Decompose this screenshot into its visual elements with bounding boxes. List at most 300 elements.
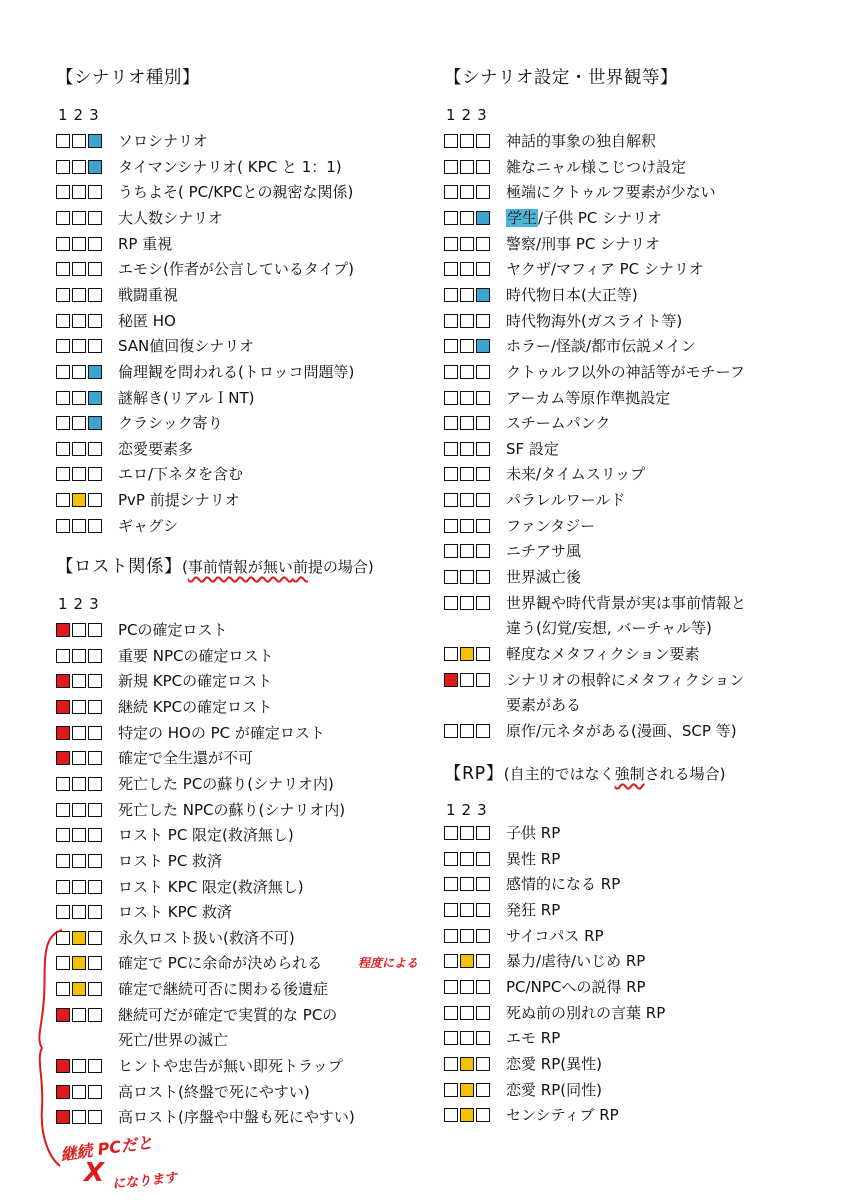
rating-box-3[interactable] <box>476 365 490 379</box>
item-label: 時代物日本(大正等) <box>506 285 638 304</box>
rating-box-1[interactable] <box>56 442 70 456</box>
rating-box-3[interactable] <box>88 803 102 817</box>
rating-box-2[interactable] <box>460 493 474 507</box>
item-label: 極端にクトゥルフ要素が少ない <box>506 183 716 202</box>
rating-box-1[interactable] <box>444 493 458 507</box>
rating-box-1[interactable] <box>56 803 70 817</box>
rating-box-2[interactable] <box>72 905 86 919</box>
rating-box-2[interactable] <box>72 751 86 765</box>
rating-box-2[interactable] <box>72 803 86 817</box>
rating-box-2[interactable] <box>460 929 474 943</box>
rating-box-1[interactable] <box>56 880 70 894</box>
rating-box-1[interactable] <box>56 493 70 507</box>
rating-box-3[interactable] <box>476 877 490 891</box>
rating-box-1[interactable] <box>56 519 70 533</box>
rating-box-2[interactable] <box>72 134 86 148</box>
rating-box-2[interactable] <box>460 673 474 687</box>
item-label: ロスト PC 救済 <box>118 851 223 870</box>
rating-box-2[interactable] <box>72 777 86 791</box>
item-label: PCの確定ロスト <box>118 621 228 639</box>
rating-box-2[interactable] <box>72 726 86 740</box>
rating-box-1[interactable] <box>444 160 458 174</box>
rating-box-1[interactable] <box>56 905 70 919</box>
rating-box-3[interactable] <box>476 1108 490 1122</box>
rating-box-3[interactable] <box>476 1083 490 1097</box>
rating-boxes <box>444 314 490 328</box>
rp-note-post: される場合) <box>644 765 726 783</box>
item-label: ファンタジー <box>506 516 596 535</box>
rating-boxes <box>56 493 102 507</box>
rating-box-1[interactable] <box>444 1083 458 1097</box>
rating-box-3[interactable] <box>88 880 102 894</box>
item-label: 感情的になる RP <box>506 875 621 894</box>
rating-boxes <box>56 467 102 481</box>
item-label-continued: 違う(幻覚/妄想, バーチャル等) <box>506 619 712 638</box>
rating-box-3[interactable] <box>88 493 102 507</box>
rating-box-2[interactable] <box>460 596 474 610</box>
item-label: ギャグシ <box>118 516 179 535</box>
rating-box-3[interactable] <box>476 211 490 225</box>
rating-box-1[interactable] <box>444 1108 458 1122</box>
rating-box-2[interactable] <box>460 903 474 917</box>
rating-box-3[interactable] <box>476 544 490 558</box>
rating-box-3[interactable] <box>88 519 102 533</box>
rating-box-2[interactable] <box>72 339 86 353</box>
rating-boxes <box>56 803 102 817</box>
rating-box-2[interactable] <box>72 391 86 405</box>
rating-box-3[interactable] <box>88 314 102 328</box>
rating-box-2[interactable] <box>72 211 86 225</box>
rating-box-3[interactable] <box>476 596 490 610</box>
rating-box-3[interactable] <box>88 442 102 456</box>
rating-box-3[interactable] <box>476 185 490 199</box>
rating-box-3[interactable] <box>88 751 102 765</box>
item-label: クトゥルフ以外の神話等がモチーフ <box>506 362 745 381</box>
rating-box-1[interactable] <box>444 929 458 943</box>
item-label: 世界滅亡後 <box>506 568 582 587</box>
item-label: パラレルワールド <box>506 491 626 510</box>
rating-box-3[interactable] <box>476 903 490 917</box>
rating-box-3[interactable] <box>88 1110 102 1124</box>
rating-box-1[interactable] <box>444 416 458 430</box>
rating-box-1[interactable] <box>56 160 70 174</box>
item-label: ニチアサ風 <box>506 542 582 561</box>
item-label: シナリオの根幹にメタフィクション <box>506 670 745 689</box>
hand-note-degree: 程度による <box>358 956 419 970</box>
rating-box-1[interactable] <box>444 467 458 481</box>
rating-box-2[interactable] <box>460 365 474 379</box>
rating-box-3[interactable] <box>476 929 490 943</box>
rating-boxes <box>444 877 490 891</box>
item-label: 世界観や時代背景が実は事前情報と <box>506 593 747 612</box>
rating-box-3[interactable] <box>88 700 102 714</box>
rating-box-3[interactable] <box>88 726 102 740</box>
rating-box-3[interactable] <box>88 211 102 225</box>
rating-boxes <box>444 954 490 968</box>
rating-box-3[interactable] <box>88 854 102 868</box>
rating-box-2[interactable] <box>72 467 86 481</box>
item-label: 確定で PCに余命が決められる <box>118 954 323 973</box>
rating-box-2[interactable] <box>460 544 474 558</box>
rating-box-2[interactable] <box>460 1006 474 1020</box>
rating-box-2[interactable] <box>72 956 86 970</box>
rating-box-1[interactable] <box>56 365 70 379</box>
rating-boxes <box>444 160 490 174</box>
rating-boxes <box>444 493 490 507</box>
rating-box-1[interactable] <box>444 237 458 251</box>
rating-box-1[interactable] <box>56 726 70 740</box>
rating-box-3[interactable] <box>476 1006 490 1020</box>
rating-box-2[interactable] <box>460 391 474 405</box>
rating-box-2[interactable] <box>460 1031 474 1045</box>
rating-box-2[interactable] <box>72 442 86 456</box>
rating-box-1[interactable] <box>444 1006 458 1020</box>
rating-boxes <box>56 416 102 430</box>
rating-box-2[interactable] <box>72 880 86 894</box>
rating-boxes <box>444 391 490 405</box>
rating-box-1[interactable] <box>56 649 70 663</box>
rating-box-3[interactable] <box>476 262 490 276</box>
rating-box-2[interactable] <box>72 262 86 276</box>
rating-boxes <box>56 777 102 791</box>
rating-box-3[interactable] <box>476 826 490 840</box>
rating-box-3[interactable] <box>88 237 102 251</box>
rating-box-1[interactable] <box>444 980 458 994</box>
rating-box-3[interactable] <box>476 954 490 968</box>
rating-box-1[interactable] <box>444 288 458 302</box>
rating-box-3[interactable] <box>476 416 490 430</box>
section-heading-scenario-type: 【シナリオ種別】 <box>56 68 200 88</box>
rating-box-1[interactable] <box>444 1057 458 1071</box>
rating-box-2[interactable] <box>72 982 86 996</box>
rating-boxes <box>444 647 490 661</box>
rating-box-3[interactable] <box>88 134 102 148</box>
rating-box-3[interactable] <box>476 134 490 148</box>
rating-box-3[interactable] <box>88 623 102 637</box>
rating-box-3[interactable] <box>476 237 490 251</box>
section-heading-rp-title: 【RP】 <box>444 764 504 784</box>
rating-box-1[interactable] <box>56 237 70 251</box>
rating-box-1[interactable] <box>444 596 458 610</box>
rating-box-3[interactable] <box>476 1057 490 1071</box>
rating-boxes <box>444 262 490 276</box>
item-label: 秘匿 HO <box>118 311 176 330</box>
rating-box-3[interactable] <box>476 314 490 328</box>
rating-box-3[interactable] <box>88 467 102 481</box>
item-label: ヤクザ/マフィア PC シナリオ <box>506 260 704 279</box>
rating-box-1[interactable] <box>56 416 70 430</box>
rating-box-2[interactable] <box>460 416 474 430</box>
rating-box-2[interactable] <box>460 877 474 891</box>
rating-boxes <box>444 826 490 840</box>
rating-box-1[interactable] <box>444 724 458 738</box>
item-label: ロスト PC 限定(救済無し) <box>118 826 294 845</box>
rating-box-3[interactable] <box>476 647 490 661</box>
rating-box-3[interactable] <box>476 288 490 302</box>
rating-boxes <box>444 570 490 584</box>
rating-boxes <box>444 442 490 456</box>
rating-box-2[interactable] <box>460 519 474 533</box>
rating-box-3[interactable] <box>88 956 102 970</box>
rating-box-3[interactable] <box>88 777 102 791</box>
item-label: 継続 KPCの確定ロスト <box>118 697 273 716</box>
rating-box-3[interactable] <box>88 674 102 688</box>
item-label: 異性 RP <box>506 849 561 868</box>
rating-box-2[interactable] <box>72 854 86 868</box>
rating-box-1[interactable] <box>56 211 70 225</box>
rating-box-2[interactable] <box>72 1059 86 1073</box>
rating-boxes <box>56 519 102 533</box>
item-label-continued: 死亡/世界の滅亡 <box>118 1031 229 1050</box>
rating-box-2[interactable] <box>72 365 86 379</box>
rating-box-2[interactable] <box>72 700 86 714</box>
rating-box-3[interactable] <box>476 852 490 866</box>
item-label: 死亡した PCの蘇り(シナリオ内) <box>118 774 334 793</box>
item-label: 確定で全生還が不可 <box>118 749 254 768</box>
item-label: PC/NPCへの説得 RP <box>506 977 646 996</box>
rating-box-2[interactable] <box>72 1110 86 1124</box>
item-label: 子供 RP <box>506 824 561 842</box>
rating-box-3[interactable] <box>476 493 490 507</box>
hand-bracket-mark <box>32 928 72 1168</box>
section-heading-lost <box>56 553 374 578</box>
rating-box-1[interactable] <box>56 391 70 405</box>
item-label: 倫理観を問われる(トロッコ問題等) <box>118 362 355 381</box>
rating-box-1[interactable] <box>56 339 70 353</box>
rating-boxes <box>444 596 490 610</box>
rating-box-2[interactable] <box>72 828 86 842</box>
rating-box-2[interactable] <box>460 134 474 148</box>
rating-boxes <box>56 262 102 276</box>
rating-box-2[interactable] <box>460 160 474 174</box>
item-label: ヒントや忠告が無い即死トラップ <box>118 1057 343 1076</box>
rating-box-3[interactable] <box>476 570 490 584</box>
rating-box-1[interactable] <box>56 623 70 637</box>
rating-box-2[interactable] <box>72 623 86 637</box>
rating-box-3[interactable] <box>476 724 490 738</box>
rating-box-3[interactable] <box>476 980 490 994</box>
rating-box-1[interactable] <box>444 519 458 533</box>
rating-box-2[interactable] <box>460 442 474 456</box>
item-label: タイマンシナリオ( KPC と 1：1) <box>118 157 342 176</box>
item-label: 時代物海外(ガスライト等) <box>506 311 683 330</box>
rating-box-2[interactable] <box>72 519 86 533</box>
rating-boxes <box>444 1108 490 1122</box>
item-label: ロスト KPC 限定(救済無し) <box>118 877 304 896</box>
rating-box-2[interactable] <box>72 416 86 430</box>
rating-box-3[interactable] <box>88 391 102 405</box>
rating-box-1[interactable] <box>444 647 458 661</box>
rating-box-2[interactable] <box>460 852 474 866</box>
rating-box-2[interactable] <box>460 724 474 738</box>
item-label: 未来/タイムスリップ <box>506 465 646 484</box>
rating-box-2[interactable] <box>460 288 474 302</box>
rating-box-2[interactable] <box>460 211 474 225</box>
rating-box-3[interactable] <box>88 160 102 174</box>
rating-boxes <box>444 852 490 866</box>
item-label: クラシック寄り <box>118 414 223 433</box>
rating-boxes <box>56 880 102 894</box>
rating-box-3[interactable] <box>88 982 102 996</box>
rating-box-2[interactable] <box>460 826 474 840</box>
rating-box-1[interactable] <box>444 673 458 687</box>
rating-box-1[interactable] <box>444 852 458 866</box>
item-label: 雑なニャル様こじつけ設定 <box>506 157 687 176</box>
rating-box-2[interactable] <box>72 649 86 663</box>
rating-boxes <box>444 134 490 148</box>
rating-boxes <box>56 339 102 353</box>
rating-box-1[interactable] <box>444 954 458 968</box>
rating-box-3[interactable] <box>88 185 102 199</box>
item-label: うちよそ( PC/KPCとの親密な関係) <box>118 183 354 202</box>
rating-box-2[interactable] <box>460 954 474 968</box>
rating-box-1[interactable] <box>56 828 70 842</box>
rating-boxes <box>56 237 102 251</box>
rating-box-1[interactable] <box>444 442 458 456</box>
rating-box-3[interactable] <box>88 365 102 379</box>
rating-boxes <box>56 854 102 868</box>
item-label: センシティブ RP <box>506 1106 619 1125</box>
rating-box-2[interactable] <box>72 237 86 251</box>
rating-box-1[interactable] <box>56 467 70 481</box>
rating-box-3[interactable] <box>88 1059 102 1073</box>
rating-box-1[interactable] <box>444 1031 458 1045</box>
rating-boxes <box>444 980 490 994</box>
rating-box-3[interactable] <box>476 673 490 687</box>
rating-box-2[interactable] <box>460 647 474 661</box>
rating-box-2[interactable] <box>72 931 86 945</box>
rating-box-2[interactable] <box>72 160 86 174</box>
rating-box-1[interactable] <box>444 544 458 558</box>
rating-box-1[interactable] <box>56 288 70 302</box>
rating-box-3[interactable] <box>476 519 490 533</box>
rating-boxes <box>56 442 102 456</box>
rating-boxes <box>444 288 490 302</box>
rating-box-2[interactable] <box>72 288 86 302</box>
rating-box-1[interactable] <box>56 314 70 328</box>
rating-box-2[interactable] <box>72 314 86 328</box>
rating-boxes <box>444 185 490 199</box>
item-label: RP 重視 <box>118 234 173 253</box>
item-label: エモシ(作者が公言しているタイプ) <box>118 260 354 279</box>
rating-box-3[interactable] <box>88 1008 102 1022</box>
rating-box-3[interactable] <box>476 1031 490 1045</box>
rating-box-1[interactable] <box>444 134 458 148</box>
rp-note-underlined: 強制 <box>614 765 645 783</box>
rating-box-2[interactable] <box>460 467 474 481</box>
rating-box-2[interactable] <box>460 339 474 353</box>
rating-box-3[interactable] <box>88 262 102 276</box>
rating-box-2[interactable] <box>460 1108 474 1122</box>
rating-boxes <box>56 674 102 688</box>
rating-box-1[interactable] <box>444 262 458 276</box>
lost-note-underlined-mid: 前 <box>292 558 308 576</box>
rating-box-2[interactable] <box>460 262 474 276</box>
rating-boxes <box>56 314 102 328</box>
rating-box-2[interactable] <box>460 1083 474 1097</box>
rating-box-2[interactable] <box>460 1057 474 1071</box>
item-label: ロスト KPC 救済 <box>118 903 232 922</box>
rating-box-2[interactable] <box>460 237 474 251</box>
rating-box-3[interactable] <box>88 339 102 353</box>
rating-box-3[interactable] <box>476 391 490 405</box>
item-label: エモ RP <box>506 1029 561 1048</box>
rating-box-1[interactable] <box>56 854 70 868</box>
rating-boxes <box>444 1006 490 1020</box>
rating-box-1[interactable] <box>56 674 70 688</box>
column-numbers: 123 <box>446 801 493 819</box>
rating-box-1[interactable] <box>56 185 70 199</box>
rating-boxes <box>56 623 102 637</box>
rating-box-3[interactable] <box>88 288 102 302</box>
rating-boxes <box>56 828 102 842</box>
rating-box-1[interactable] <box>444 211 458 225</box>
rating-box-1[interactable] <box>56 751 70 765</box>
rating-box-2[interactable] <box>72 1008 86 1022</box>
rating-box-3[interactable] <box>476 160 490 174</box>
rating-box-1[interactable] <box>444 903 458 917</box>
rating-box-3[interactable] <box>88 931 102 945</box>
section-heading-lost-title: 【ロスト関係】 <box>56 557 182 577</box>
item-label: SF 設定 <box>506 439 559 458</box>
item-label: 原作/元ネタがある(漫画、SCP 等) <box>506 721 737 740</box>
rating-boxes <box>444 544 490 558</box>
item-label: PvP 前提シナリオ <box>118 491 240 510</box>
rating-box-3[interactable] <box>88 1085 102 1099</box>
item-label: 高ロスト(序盤や中盤も死にやすい) <box>118 1108 355 1127</box>
item-label: 確定で継続可否に関わる後遺症 <box>118 980 329 999</box>
rating-box-2[interactable] <box>72 1085 86 1099</box>
lost-note <box>182 558 374 576</box>
rating-box-1[interactable] <box>444 826 458 840</box>
rating-box-3[interactable] <box>88 416 102 430</box>
hand-note-continued-pc: 継続 PCだと <box>59 1132 155 1165</box>
rating-box-3[interactable] <box>88 649 102 663</box>
item-label: サイコパス RP <box>506 926 604 945</box>
rating-box-1[interactable] <box>444 391 458 405</box>
rating-box-3[interactable] <box>88 828 102 842</box>
rating-box-3[interactable] <box>88 905 102 919</box>
rating-boxes <box>444 1031 490 1045</box>
rating-boxes <box>444 211 490 225</box>
rating-box-1[interactable] <box>444 314 458 328</box>
rating-boxes <box>56 391 102 405</box>
rating-box-2[interactable] <box>72 185 86 199</box>
rating-box-2[interactable] <box>460 980 474 994</box>
rating-box-1[interactable] <box>444 570 458 584</box>
rating-box-2[interactable] <box>72 493 86 507</box>
rating-box-2[interactable] <box>460 185 474 199</box>
item-label: 継続可だが確定で実質的な PCの <box>118 1005 338 1024</box>
rating-box-2[interactable] <box>460 314 474 328</box>
rating-box-1[interactable] <box>56 134 70 148</box>
rating-box-1[interactable] <box>444 365 458 379</box>
rating-box-2[interactable] <box>460 570 474 584</box>
column-numbers: 123 <box>446 106 493 124</box>
rating-box-1[interactable] <box>444 185 458 199</box>
rating-box-3[interactable] <box>476 442 490 456</box>
rating-box-1[interactable] <box>56 262 70 276</box>
rating-box-2[interactable] <box>72 674 86 688</box>
rating-box-3[interactable] <box>476 467 490 481</box>
rating-box-1[interactable] <box>444 339 458 353</box>
rating-box-1[interactable] <box>56 700 70 714</box>
rating-boxes <box>56 288 102 302</box>
rating-box-1[interactable] <box>56 777 70 791</box>
rating-boxes <box>56 649 102 663</box>
rating-box-3[interactable] <box>476 339 490 353</box>
rating-box-1[interactable] <box>444 877 458 891</box>
